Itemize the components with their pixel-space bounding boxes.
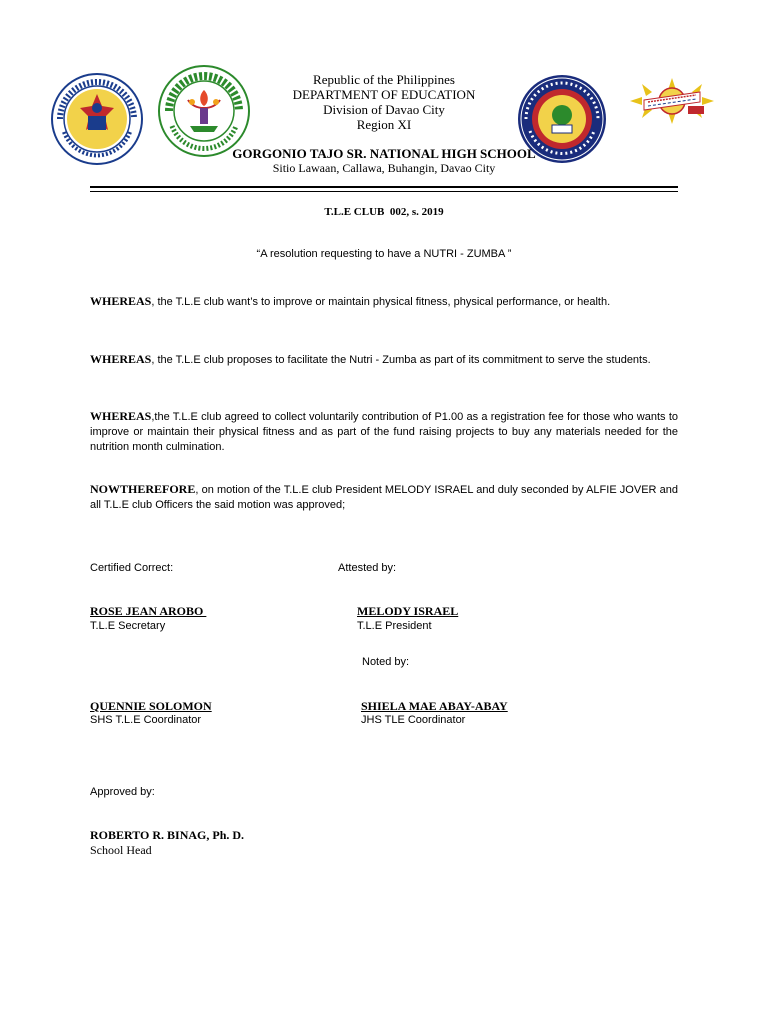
nowtherefore-paragraph xyxy=(90,482,678,513)
whereas-paragraph-2 xyxy=(90,352,678,368)
signatory-name: SHIELA MAE ABAY-ABAY xyxy=(361,699,508,713)
school-address: Sitio Lawaan, Callawa, Buhangin, Davao City xyxy=(272,161,496,175)
whereas-paragraph-1 xyxy=(90,294,678,310)
header-department: DEPARTMENT OF EDUCATION xyxy=(292,87,476,102)
paragraph-text: , on motion of the T.L.E club President MELODY ISRAEL and duly seconded by ALFIE JOVER and all T.L.E club Officers the said motion was approved; xyxy=(90,484,678,511)
signatory-title: School Head xyxy=(90,843,152,857)
signatory-title: JHS TLE Coordinator xyxy=(361,714,466,726)
signatory-name: QUENNIE SOLOMON xyxy=(90,699,212,713)
certified-correct-label: Certified Correct: xyxy=(90,562,174,574)
paragraph-lead: NOWTHEREFORE xyxy=(90,482,196,496)
resolution-number: T.L.E CLUB 002, s. 2019 xyxy=(324,206,444,218)
signatory-title: T.L.E Secretary xyxy=(90,620,166,632)
paragraph-lead: WHEREAS xyxy=(90,352,152,366)
header-divider xyxy=(90,186,678,188)
whereas-paragraph-3 xyxy=(90,409,678,455)
signatory-title: T.L.E President xyxy=(357,620,432,632)
paragraph-text: ,the T.L.E club agreed to collect voluntarily contribution of P1.00 as a registration fee for those who wants to improve or maintain their physical fitness and as part of the fund raising projects to buy any materials needed for the nutrition month culmination. xyxy=(90,411,678,453)
approved-by-label: Approved by: xyxy=(90,786,155,798)
signatory-name: ROBERTO R. BINAG, Ph. D. xyxy=(90,828,245,842)
resolution-subtitle: “A resolution requesting to have a NUTRI - ZUMBA ” xyxy=(256,248,512,260)
paragraph-lead: WHEREAS xyxy=(90,409,152,423)
attested-by-label: Attested by: xyxy=(338,562,397,574)
school-name: GORGONIO TAJO SR. NATIONAL HIGH SCHOOL xyxy=(232,146,536,161)
header-republic: Republic of the Philippines xyxy=(313,72,455,87)
header-division: Division of Davao City xyxy=(323,102,445,117)
noted-by-label: Noted by: xyxy=(362,656,410,668)
signatory-title: SHS T.L.E Coordinator xyxy=(90,714,202,726)
signatory-name: ROSE JEAN AROBO xyxy=(90,604,207,618)
signatory-name: MELODY ISRAEL xyxy=(357,604,459,618)
paragraph-lead: WHEREAS xyxy=(90,294,152,308)
paragraph-text: , the T.L.E club want’s to improve or maintain physical fitness, physical performance, or health. xyxy=(151,296,611,308)
paragraph-text: , the T.L.E club proposes to facilitate the Nutri - Zumba as part of its commitment to serve the students. xyxy=(151,354,651,366)
header-region: Region XI xyxy=(356,117,412,132)
header-divider-thin xyxy=(90,191,678,192)
